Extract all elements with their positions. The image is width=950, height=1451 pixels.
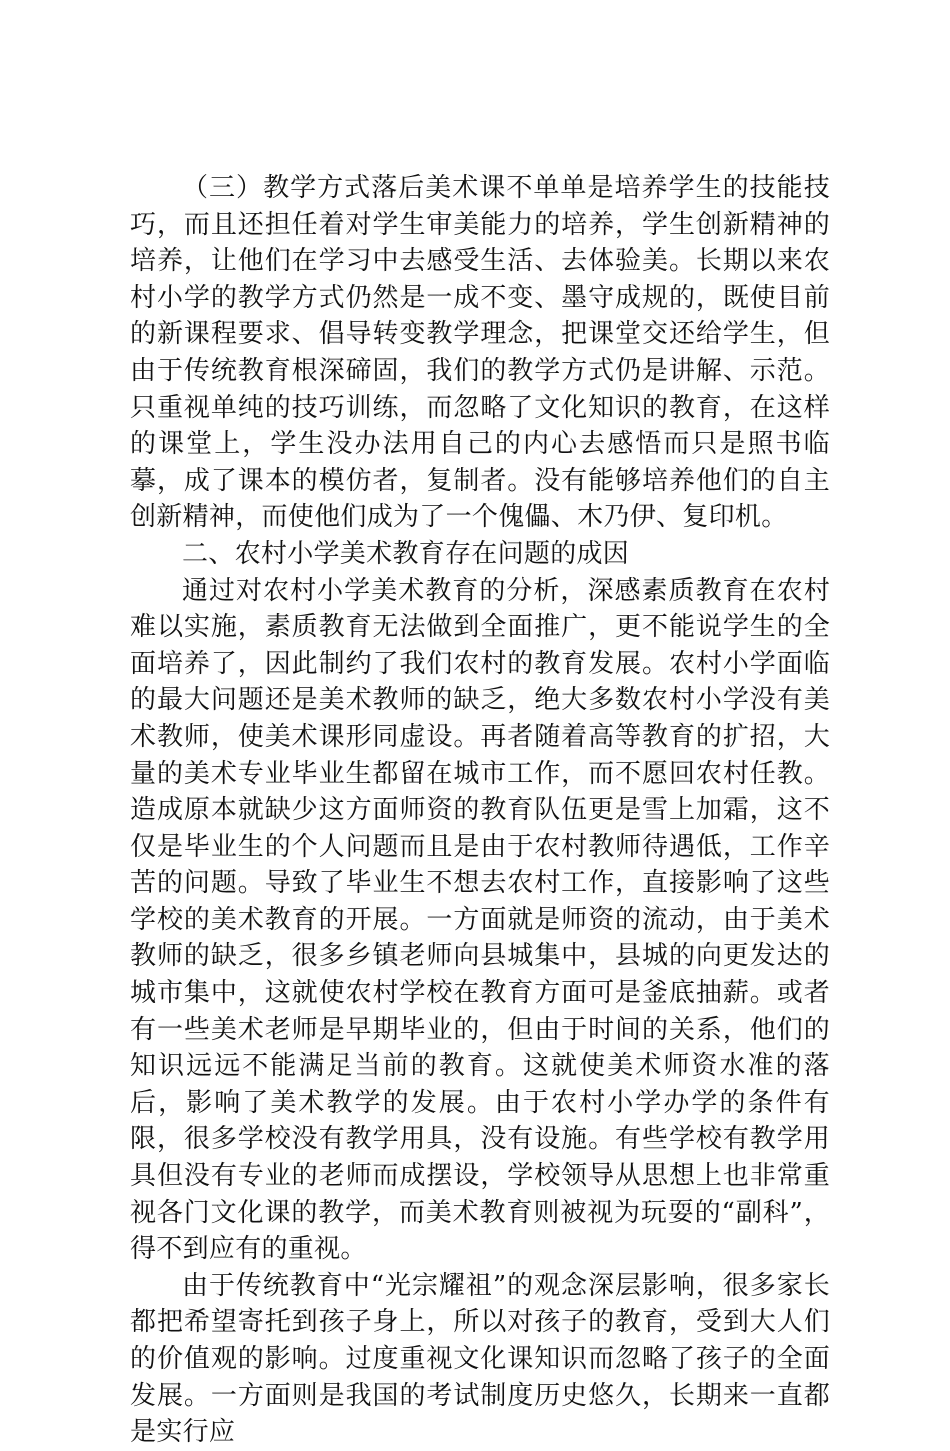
paragraph-traditional-education: 由于传统教育中“光宗耀祖”的观念深层影响，很多家长都把希望寄托到孩子身上，所以对孩子的教育，受到大人们的价值观的影响。过度重视文化课知识而忽略了孩子的全面发展。一方面则是我国的考试制度历史悠久，长期来一直都是实行应 xyxy=(130,1270,830,1448)
paragraph-teacher-shortage: 通过对农村小学美术教育的分析，深感素质教育在农村难以实施，素质教育无法做到全面推广，更不能说学生的全面培养了，因此制约了我们农村的教育发展。农村小学面临的最大问题还是美术教师的缺乏，绝大多数农村小学没有美术教师，使美术课形同虚设。再者随着高等教育的扩招，大量的美术专业毕业生都留在城市工作，而不愿回农村任教。造成原本就缺少这方面师资的教育队伍更是雪上加霜，这不仅是毕业生的个人问题而且是由于农村教师待遇低，工作辛苦的问题。导致了毕业生不想去农村工作，直接影响了这些学校的美术教育的开展。一方面就是师资的流动，由于美术教师的缺乏，很多乡镇老师向县城集中，县城的向更发达的城市集中，这就使农村学校在教育方面可是釜底抽薪。或者有一些美术老师是早期毕业的，但由于时间的关系，他们的知识远远不能满足当前的教育。这就使美术师资水准的落后，影响了美术教学的发展。由于农村小学办学的条件有限，很多学校没有教学用具，没有设施。有些学校有教学用具但没有专业的老师而成摆设，学校领导从思想上也非常重视各门文化课的教学，而美术教育则被视为玩耍的“副科”，得不到应有的重视。 xyxy=(130,575,830,1265)
document-body xyxy=(130,170,830,1451)
paragraph-teaching-methods: （三）教学方式落后美术课不单单是培养学生的技能技巧，而且还担任着对学生审美能力的培养，学生创新精神的培养，让他们在学习中去感受生活、去体验美。长期以来农村小学的教学方式仍然是一成不变、墨守成规的，既使目前的新课程要求、倡导转变教学理念，把课堂交还给学生，但由于传统教育根深碲固，我们的教学方式仍是讲解、示范。只重视单纯的技巧训练，而忽略了文化知识的教育，在这样的课堂上，学生没办法用自己的内心去感悟而只是照书临摹，成了课本的模仿者，复制者。没有能够培养他们的自主创新精神，而使他们成为了一个傀儡、木乃伊、复印机。 xyxy=(130,173,830,533)
section-heading-causes: 二、农村小学美术教育存在问题的成因 xyxy=(182,538,630,569)
